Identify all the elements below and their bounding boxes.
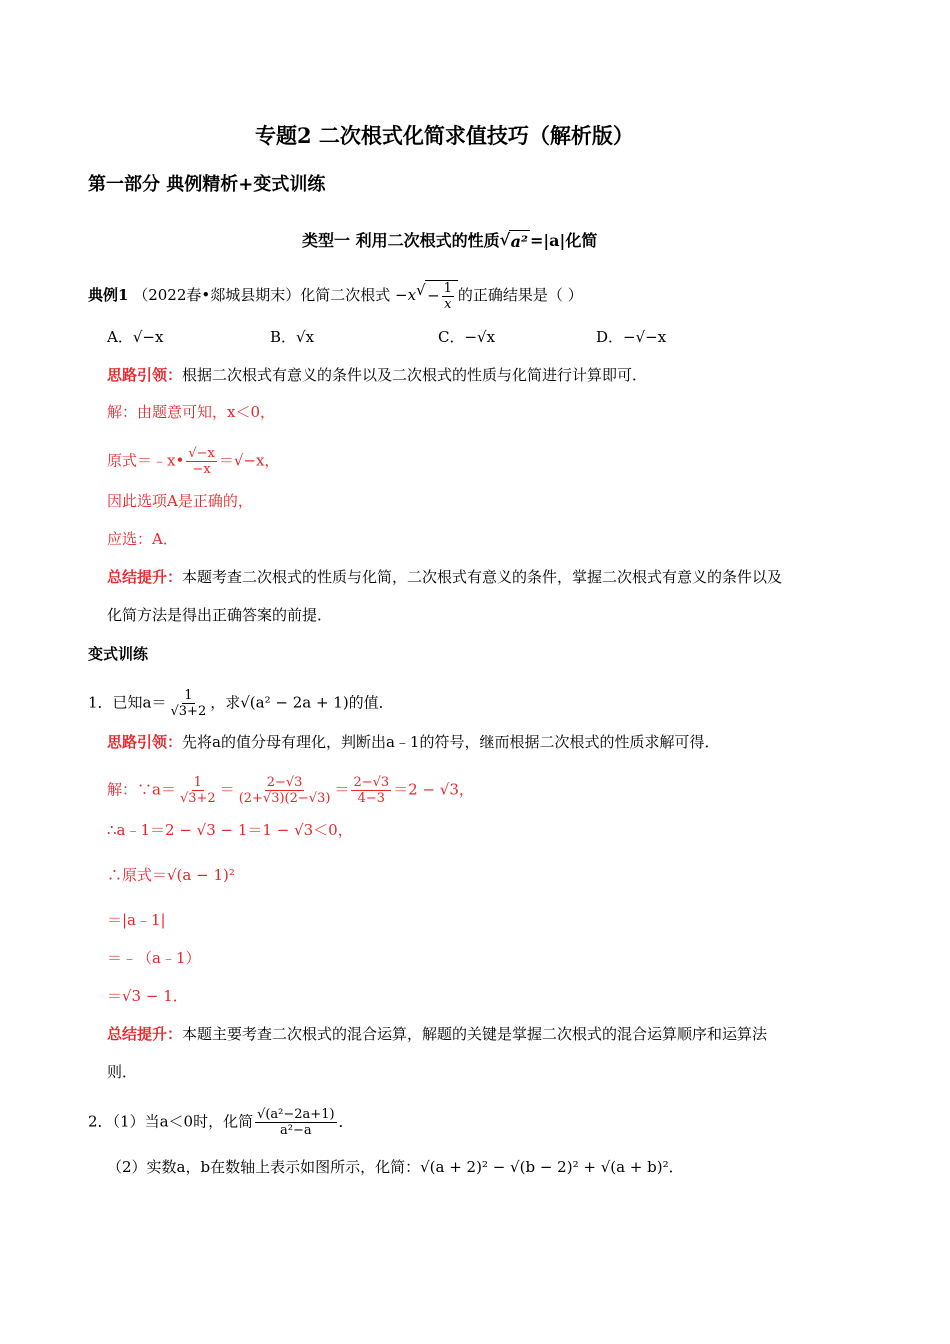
example1-summary-2: 化简方法是得出正确答案的前提． (107, 606, 333, 624)
q1-hint: 思路引领：先将a的值分母有理化，判断出a﹣1的符号，继而根据二次根式的性质求解可得． (107, 733, 720, 751)
example1-solution-1: 解：由题意可知，x＜0， (107, 403, 276, 421)
q2-part2: （2）实数a，b在数轴上表示如图所示，化简：√(a + 2)² − √(b − 2)² + √(a + b)²． (107, 1158, 684, 1176)
example1-sqrt: √ − $\frac{1}{x}$ (416, 280, 458, 312)
example1-summary-1: 总结提升：本题考查二次根式的性质与化简，二次根式有意义的条件，掌握二次根式有意义的条件以及 (107, 568, 783, 586)
q1-summary-2: 则． (107, 1063, 138, 1081)
example1-solution-2: 原式＝﹣x• $\frac{√-x}{-x}$ ＝√−x， (107, 446, 280, 477)
example1-solution-4: 应选：A． (107, 530, 178, 548)
option-c: C．−√x (438, 328, 496, 346)
example1-question (88, 280, 583, 312)
option-b: B．√x (270, 328, 315, 346)
q1-summary-1: 总结提升：本题主要考查二次根式的混合运算，解题的关键是掌握二次根式的混合运算顺序和运算法 (107, 1025, 768, 1043)
example1-hint: 思路引领：根据二次根式有意义的条件以及二次根式的性质与化简进行计算即可． (107, 366, 648, 384)
type-heading-text: 类型一 利用二次根式的性质 (302, 231, 500, 250)
example1-source: （2022春•郯城县期末）化简二次根式 (133, 286, 391, 304)
q1-solution-2: ∴a﹣1＝2 − √3 − 1＝1 − √3＜0， (107, 821, 353, 839)
q1-solution-1: 解：∵a＝ $\frac{1}{√3+2}$ ＝ $\frac{2-√3}{(2+√3)(2-√3)}$ ＝ $\frac{2-√3}{4-3}$ ＝2 − √3， (107, 775, 474, 806)
variant-heading: 变式训练 (88, 645, 149, 663)
example1-expr-prefix: −x (395, 286, 417, 304)
option-a: A．√−x (107, 328, 164, 346)
example1-tail: 的正确结果是（ ） (457, 286, 583, 304)
q2-part1: 2．（1）当a＜0时，化简 $\frac{\text{√(a²−2a+1)}}{\text{a²−a}}$ ． (88, 1107, 354, 1138)
type-heading (302, 230, 597, 253)
q1-question: 1．已知a＝ $\frac{1}{√3+2}$ ，求√(a² − 2a + 1)的值． (88, 688, 394, 719)
q1-solution-6: ＝√3 − 1． (107, 987, 188, 1005)
page-title: 专题2 二次根式化简求值技巧（解析版） (255, 123, 634, 148)
q1-solution-5: ＝﹣（a﹣1） (107, 949, 201, 967)
q1-solution-4: ＝|a﹣1| (107, 911, 166, 929)
example1-solution-3: 因此选项A是正确的， (107, 492, 253, 510)
example1-label: 典例1 (88, 286, 129, 304)
type-heading-tail: =|a|化简 (529, 231, 598, 250)
part-heading: 第一部分 典例精析+变式训练 (88, 174, 326, 195)
sqrt-a-squared: √ a² (500, 230, 530, 253)
option-d: D．−√−x (596, 328, 667, 346)
q1-solution-3: ∴原式＝√(a − 1)² (107, 866, 235, 884)
